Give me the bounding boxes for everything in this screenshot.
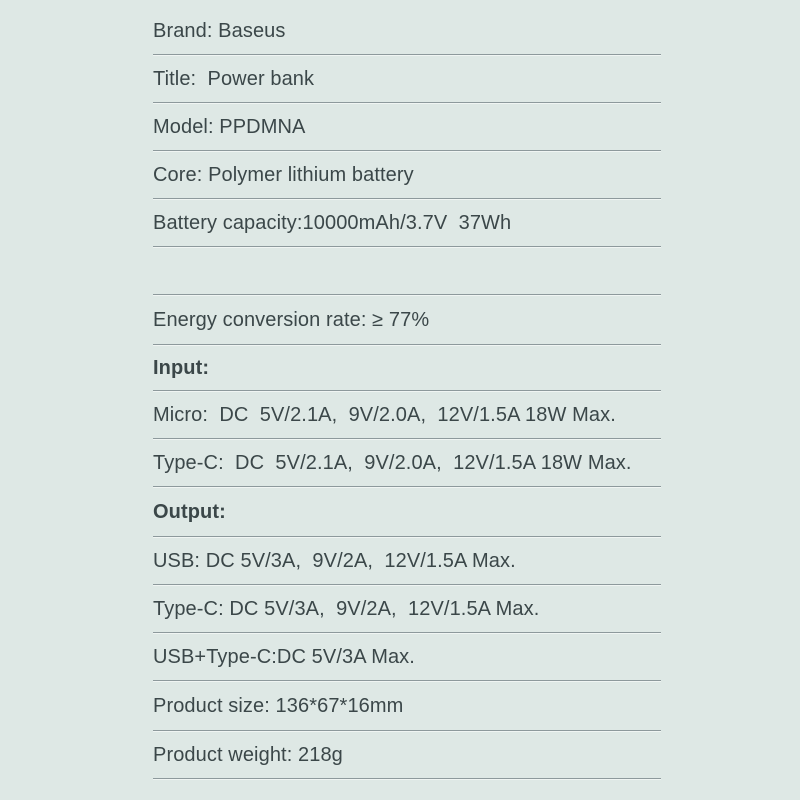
spec-row-output-usb-plus-type-c	[153, 633, 661, 681]
input-micro-text: Micro: DC 5V/2.1A, 9V/2.0A, 12V/1.5A 18W Max.	[153, 403, 616, 426]
spec-row-core	[153, 151, 661, 199]
spec-row-product-weight	[153, 731, 661, 779]
model-text: Model: PPDMNA	[153, 115, 306, 138]
spec-row-energy-conversion-rate	[153, 295, 661, 345]
spec-row-title	[153, 55, 661, 103]
title-text: Title: Power bank	[153, 67, 315, 90]
product-spec-sheet	[153, 0, 661, 779]
output-type-c-text: Type-C: DC 5V/3A, 9V/2A, 12V/1.5A Max.	[153, 597, 540, 620]
spec-row-model	[153, 103, 661, 151]
output-usb-text: USB: DC 5V/3A, 9V/2A, 12V/1.5A Max.	[153, 549, 516, 572]
output-usb-plus-type-c-text: USB+Type-C:DC 5V/3A Max.	[153, 645, 415, 668]
product-size-text: Product size: 136*67*16mm	[153, 694, 404, 717]
energy-conversion-rate-text: Energy conversion rate: ≥ 77%	[153, 308, 430, 331]
spec-row-input-micro	[153, 391, 661, 439]
spec-row-battery-capacity	[153, 199, 661, 247]
spec-row-input-type-c	[153, 439, 661, 487]
spec-row-brand	[153, 0, 661, 55]
spec-row-output-usb	[153, 537, 661, 585]
spec-row-input-heading	[153, 345, 661, 391]
spec-row-output-heading	[153, 487, 661, 537]
spec-row-output-type-c	[153, 585, 661, 633]
brand-text: Brand: Baseus	[153, 19, 286, 42]
output-heading-text: Output:	[153, 500, 226, 523]
spec-row-product-size	[153, 681, 661, 731]
battery-capacity-text: Battery capacity:10000mAh/3.7V 37Wh	[153, 211, 512, 234]
core-text: Core: Polymer lithium battery	[153, 163, 414, 186]
product-weight-text: Product weight: 218g	[153, 743, 343, 766]
input-type-c-text: Type-C: DC 5V/2.1A, 9V/2.0A, 12V/1.5A 18W Max.	[153, 451, 632, 474]
spec-row-empty	[153, 247, 661, 295]
input-heading-text: Input:	[153, 356, 210, 379]
